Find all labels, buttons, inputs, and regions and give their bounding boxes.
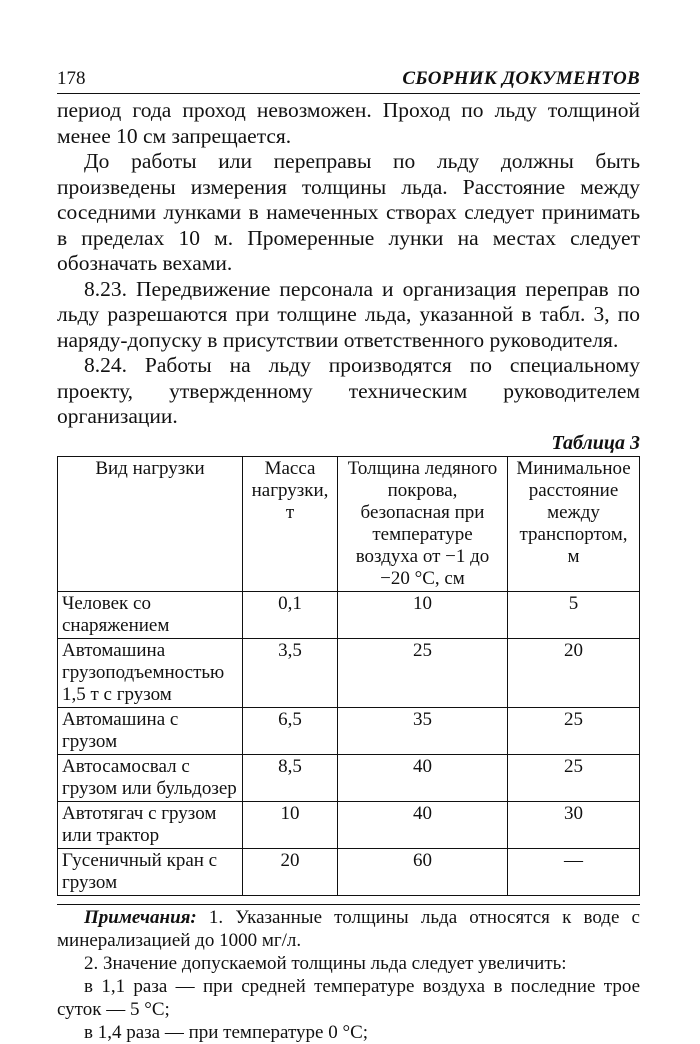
table-header-row bbox=[58, 456, 640, 591]
footer-rule bbox=[57, 904, 640, 905]
load-mass: 6,5 bbox=[243, 707, 338, 754]
paragraph: период года проход невозможен. Проход по льду толщиной менее 10 см запрещается. bbox=[57, 98, 640, 148]
note-line: в 1,4 раза — при температуре 0 °С; bbox=[84, 1021, 369, 1043]
load-mass: 20 bbox=[243, 848, 338, 895]
table-caption: Таблица 3 bbox=[551, 431, 640, 454]
ice-thickness: 40 bbox=[338, 754, 508, 801]
paragraph: 8.23. Передвижение персонала и организация переправ по льду разрешаются при толщине льда, указанной в табл. 3, по наряду-допуску в присутствии ответственного руководителя. bbox=[57, 276, 640, 352]
note-line bbox=[57, 906, 640, 952]
ice-thickness: 40 bbox=[338, 801, 508, 848]
paragraph: 8.24. Работы на льду производятся по специальному проекту, утвержденному техническим руководителем организации. bbox=[57, 353, 640, 428]
load-type: Автосамосвал с грузом или бульдозер bbox=[58, 754, 243, 801]
header-cell: Толщина ледяного покрова, безопасная при температуре воздуха от −1 до −20 °С, см bbox=[338, 456, 508, 591]
table-row bbox=[58, 707, 640, 754]
running-title: СБОРНИК ДОКУМЕНТОВ bbox=[402, 68, 640, 89]
table-row bbox=[58, 591, 640, 638]
load-mass: 10 bbox=[243, 801, 338, 848]
load-type: Автомашина грузоподъемностью 1,5 т с грузом bbox=[58, 638, 243, 707]
load-type: Автотягач с грузом или трактор bbox=[58, 801, 243, 848]
table-row bbox=[58, 801, 640, 848]
page-header bbox=[57, 68, 640, 94]
min-distance: 20 bbox=[508, 638, 640, 707]
load-type: Автомашина с грузом bbox=[58, 707, 243, 754]
ice-thickness: 25 bbox=[338, 638, 508, 707]
table-row bbox=[58, 754, 640, 801]
header-cell: Вид нагрузки bbox=[58, 456, 243, 591]
table-row bbox=[58, 848, 640, 895]
min-distance: 30 bbox=[508, 801, 640, 848]
load-mass: 3,5 bbox=[243, 638, 338, 707]
min-distance: — bbox=[508, 848, 640, 895]
page-number: 178 bbox=[57, 68, 86, 89]
load-type: Человек со снаряжением bbox=[58, 591, 243, 638]
ice-thickness: 10 bbox=[338, 591, 508, 638]
paragraph: До работы или переправы по льду должны быть произведены измерения толщины льда. Расстояние между соседними лунками в намеченных створах следует принимать в пределах 10 м. Промеренные лунки на местах следует обозначать вехами. bbox=[57, 149, 640, 275]
header-cell: Масса нагрузки, т bbox=[243, 456, 338, 591]
min-distance: 5 bbox=[508, 591, 640, 638]
ice-thickness: 35 bbox=[338, 707, 508, 754]
table-row bbox=[58, 638, 640, 707]
body-text bbox=[57, 98, 640, 430]
note-line: в 1,1 раза — при средней температуре воздуха в последние трое суток — 5 °С; bbox=[57, 975, 640, 1020]
load-type: Гусеничный кран с грузом bbox=[58, 848, 243, 895]
min-distance: 25 bbox=[508, 754, 640, 801]
load-mass: 0,1 bbox=[243, 591, 338, 638]
min-distance: 25 bbox=[508, 707, 640, 754]
note-line: 2. Значение допускаемой толщины льда следует увеличить: bbox=[84, 952, 567, 974]
notes-label: Примечания: bbox=[84, 906, 197, 928]
header-cell: Минимальное расстояние между транспортом, м bbox=[508, 456, 640, 591]
document-page bbox=[57, 68, 640, 1044]
load-mass: 8,5 bbox=[243, 754, 338, 801]
note-text: 1. Указанные толщины льда относятся к воде с минерализацией до 1000 мг/л. bbox=[57, 906, 640, 951]
load-table bbox=[57, 456, 640, 896]
table-notes bbox=[57, 906, 640, 1044]
ice-thickness: 60 bbox=[338, 848, 508, 895]
